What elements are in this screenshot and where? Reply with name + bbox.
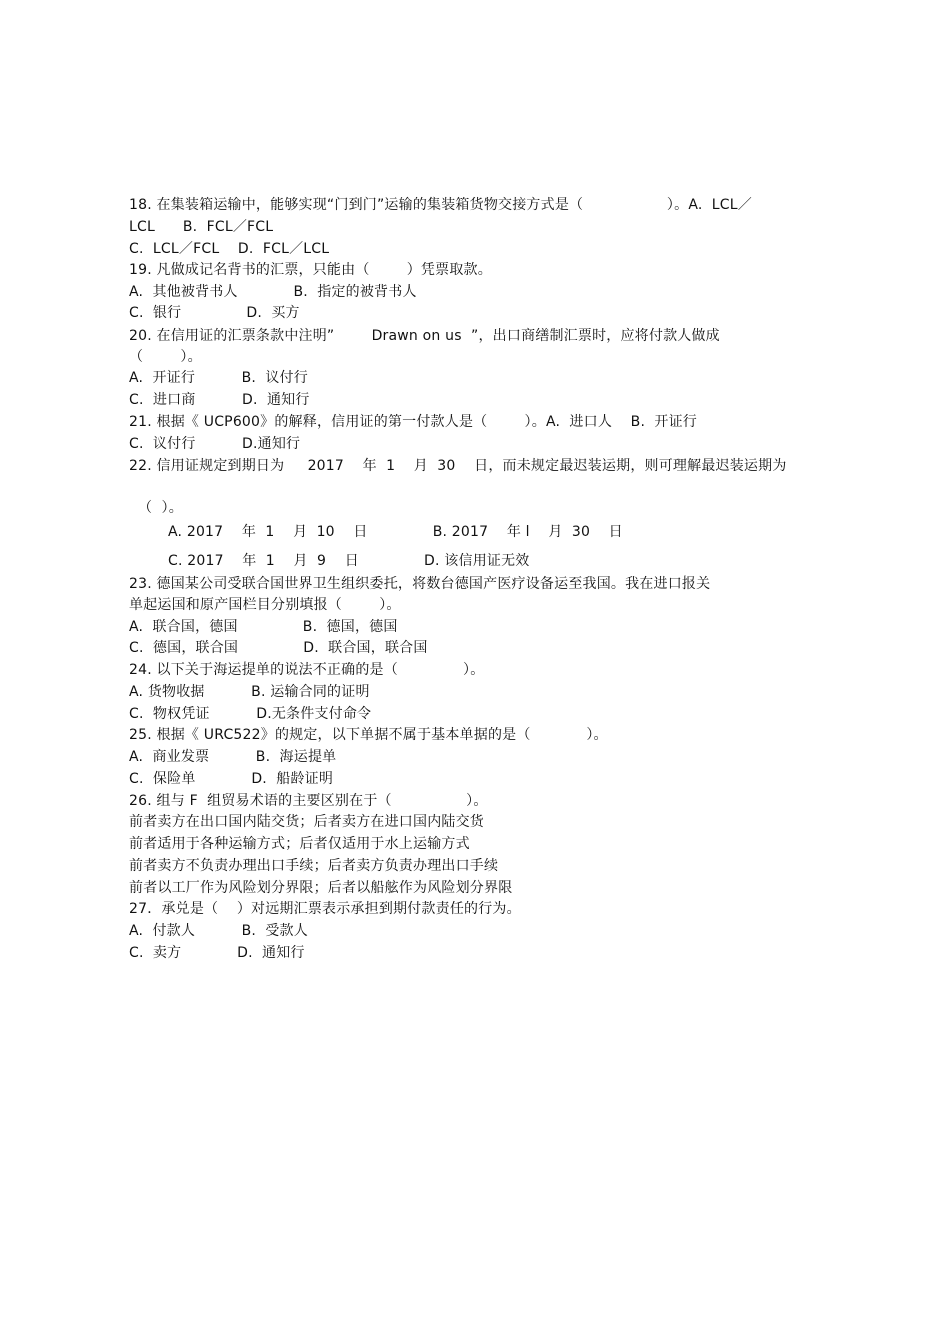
q24-options-cd: C. 物权凭证 D.无条件支付命令 bbox=[129, 706, 372, 722]
q18-options-ab: LCL B. FCL／FCL bbox=[129, 219, 274, 235]
q26-stem: 26. 组与 F 组贸易术语的主要区别在于（ ）。 bbox=[129, 793, 488, 809]
q26-option-1: 前者卖方在出口国内陆交货；后者卖方在进口国内陆交货 bbox=[129, 814, 484, 830]
q19-options-ab: A. 其他被背书人 B. 指定的被背书人 bbox=[129, 284, 417, 300]
q26-option-3: 前者卖方不负责办理出口手续；后者卖方负责办理出口手续 bbox=[129, 858, 499, 874]
q27-stem: 27．承兑是（ ）对远期汇票表示承担到期付款责任的行为。 bbox=[129, 901, 521, 917]
q23-stem-cont: 单起运国和原产国栏目分别填报（ ）。 bbox=[129, 597, 401, 613]
q22-stem-cont: （ ）。 bbox=[138, 500, 183, 516]
q22-stem: 22. 信用证规定到期日为 2017 年 1 月 30 日，而未规定最迟装运期，则可理解最迟装运期为 bbox=[129, 458, 787, 474]
q18-stem: 18. 在集装箱运输中，能够实现“门到门”运输的集装箱货物交接方式是（ ）。A. LCL／ bbox=[129, 197, 752, 213]
q23-stem: 23. 德国某公司受联合国世界卫生组织委托，将数台德国产医疗设备运至我国。我在进口报关 bbox=[129, 576, 711, 592]
q20-options-ab: A. 开证行 B. 议付行 bbox=[129, 370, 308, 386]
q26-option-2: 前者适用于各种运输方式；后者仅适用于水上运输方式 bbox=[129, 836, 470, 852]
q24-stem: 24. 以下关于海运提单的说法不正确的是（ ）。 bbox=[129, 662, 485, 678]
q20-stem: 20. 在信用证的汇票条款中注明” Drawn on us ”，出口商缮制汇票时，应将付款人做成 bbox=[129, 328, 720, 344]
q25-stem: 25. 根据《 URC522》的规定，以下单据不属于基本单据的是（ ）。 bbox=[129, 727, 608, 743]
q20-options-cd: C. 进口商 D. 通知行 bbox=[129, 392, 310, 408]
q23-options-cd: C. 德国，联合国 D. 联合国，联合国 bbox=[129, 640, 428, 656]
q27-options-cd: C. 卖方 D. 通知行 bbox=[129, 945, 305, 961]
q19-stem: 19. 凡做成记名背书的汇票，只能由（ ）凭票取款。 bbox=[129, 262, 492, 278]
q27-options-ab: A. 付款人 B. 受款人 bbox=[129, 923, 308, 939]
q19-options-cd: C. 银行 D. 买方 bbox=[129, 305, 300, 321]
q21-options-cd: C. 议付行 D.通知行 bbox=[129, 436, 301, 452]
q18-options-cd: C. LCL／FCL D. FCL／LCL bbox=[129, 241, 330, 257]
q20-stem-cont: （ ）。 bbox=[129, 349, 202, 365]
q25-options-cd: C. 保险单 D. 船龄证明 bbox=[129, 771, 334, 787]
q21-stem: 21. 根据《 UCP600》的解释，信用证的第一付款人是（ ）。A. 进口人 B. 开证行 bbox=[129, 414, 697, 430]
q24-options-ab: A. 货物收据 B. 运输合同的证明 bbox=[129, 684, 370, 700]
q26-option-4: 前者以工厂作为风险划分界限；后者以船舷作为风险划分界限 bbox=[129, 880, 513, 896]
q25-options-ab: A. 商业发票 B. 海运提单 bbox=[129, 749, 337, 765]
q23-options-ab: A. 联合国，德国 B. 德国，德国 bbox=[129, 619, 398, 635]
q22-options-ab: A. 2017 年 1 月 10 日 B. 2017 年 l 月 30 日 bbox=[168, 524, 623, 540]
q22-options-cd: C. 2017 年 1 月 9 日 D. 该信用证无效 bbox=[168, 553, 530, 569]
